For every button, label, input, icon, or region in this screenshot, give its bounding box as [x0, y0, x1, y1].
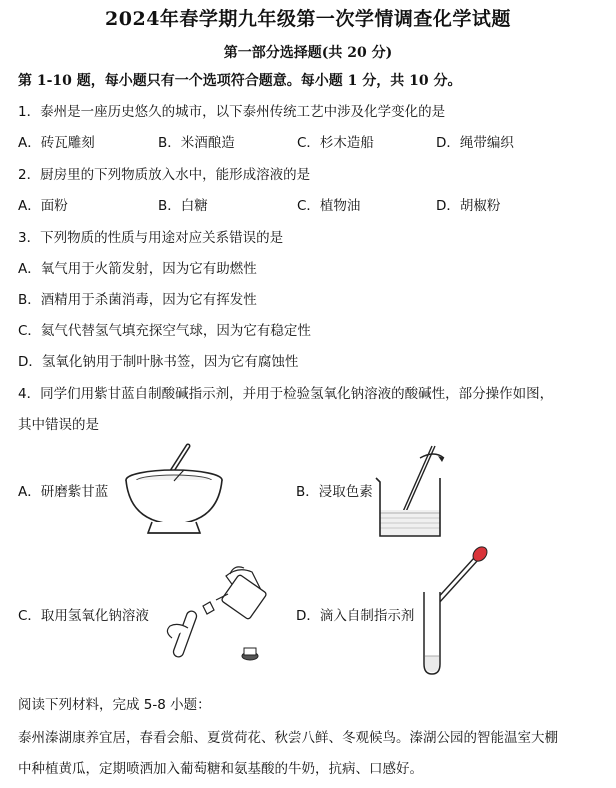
q4-option-c[interactable]: C．取用氢氧化钠溶液 — [18, 608, 149, 624]
q1-option-b[interactable]: B．米酒酿造 — [158, 135, 235, 151]
mortar-pestle-figure — [118, 440, 230, 540]
dropper-test-tube-figure — [412, 544, 492, 680]
q2-option-b[interactable]: B．白糖 — [158, 198, 208, 214]
q3-option-a[interactable]: A．氧气用于火箭发射，因为它有助燃性 — [18, 261, 257, 277]
q4-option-b[interactable]: B．浸取色素 — [296, 484, 373, 500]
q3-option-c[interactable]: C．氦气代替氢气填充探空气球，因为它有稳定性 — [18, 323, 311, 339]
q3-option-d[interactable]: D．氢氧化钠用于制叶脉书签，因为它有腐蚀性 — [18, 354, 299, 370]
q2-option-d[interactable]: D．胡椒粉 — [436, 198, 501, 214]
question-2-stem: 2．厨房里的下列物质放入水中，能形成溶液的是 — [18, 167, 311, 183]
question-3-stem: 3．下列物质的性质与用途对应关系错误的是 — [18, 230, 284, 246]
question-4-stem-line1: 4．同学们用紫甘蓝自制酸碱指示剂，并用于检验氢氧化钠溶液的酸碱性，部分操作如图， — [18, 386, 554, 402]
reading-line-1: 泰州溱湖康养宜居，春看会船、夏赏荷花、秋尝八鲜、冬观候鸟。溱湖公园的智能温室大棚 — [18, 730, 558, 746]
q2-option-c[interactable]: C．植物油 — [297, 198, 361, 214]
beaker-stirring-figure — [372, 440, 462, 540]
q2-option-a[interactable]: A．面粉 — [18, 198, 68, 214]
q3-option-b[interactable]: B．酒精用于杀菌消毒，因为它有挥发性 — [18, 292, 257, 308]
q1-option-a[interactable]: A．砖瓦雕刻 — [18, 135, 95, 151]
reading-line-2: 中种植黄瓜，定期喷洒加入葡萄糖和氨基酸的牛奶，抗病、口感好。 — [18, 761, 423, 777]
question-4-stem-line2: 其中错误的是 — [18, 417, 99, 433]
pouring-solution-figure — [158, 562, 276, 670]
question-1-stem: 1．泰州是一座历史悠久的城市，以下泰州传统工艺中涉及化学变化的是 — [18, 104, 446, 120]
q1-option-d[interactable]: D．绳带编织 — [436, 135, 514, 151]
q1-option-c[interactable]: C．杉木造船 — [297, 135, 374, 151]
exam-title: 2024年春学期九年级第一次学情调查化学试题 — [105, 8, 511, 30]
q4-option-a[interactable]: A．研磨紫甘蓝 — [18, 484, 109, 500]
reading-intro: 阅读下列材料，完成 5-8 小题： — [18, 697, 211, 713]
q4-option-d[interactable]: D．滴入自制指示剂 — [296, 608, 415, 624]
section-heading: 第一部分选择题(共 20 分) — [223, 45, 393, 61]
instruction-text: 第 1-10 题，每小题只有一个选项符合题意。每小题 1 分，共 10 分。 — [18, 73, 462, 89]
